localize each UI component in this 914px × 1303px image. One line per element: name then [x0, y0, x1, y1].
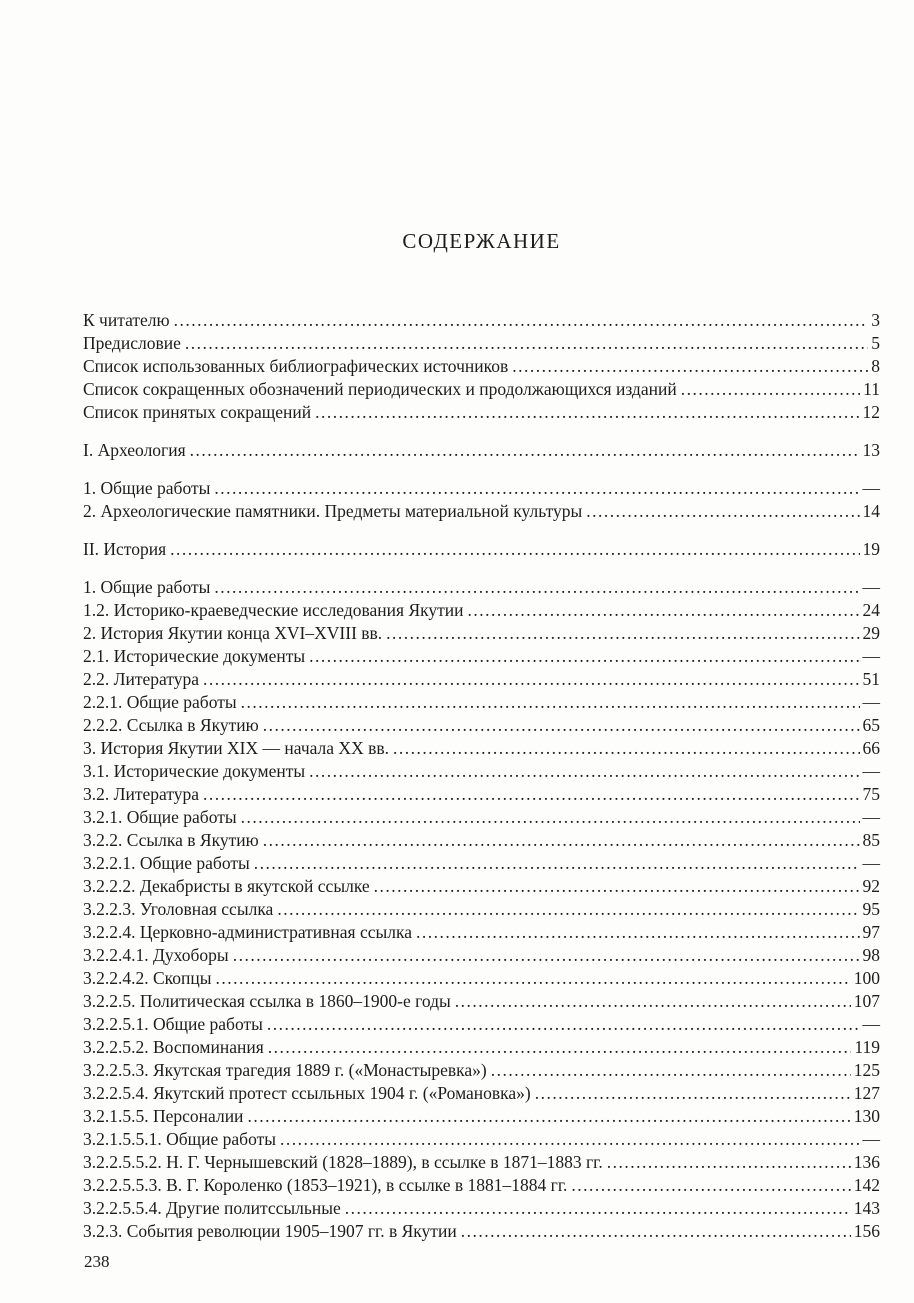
toc-entry [83, 852, 880, 875]
toc-entry-page: 12 [862, 402, 880, 422]
dot-leader [309, 645, 859, 668]
toc-entry [83, 921, 880, 944]
toc-entry-section-history [83, 538, 880, 561]
toc-entry-page: 85 [862, 830, 880, 850]
toc-entry-label: 3.2.2.2. Декабристы в якутской ссылке [83, 876, 370, 896]
dot-leader [455, 990, 851, 1013]
toc-entry-label: 3.2.1.5.5. Персоналии [83, 1106, 244, 1126]
toc-entry [83, 1105, 880, 1128]
dot-leader [263, 829, 860, 852]
toc-entry-label: Предисловие [83, 333, 181, 353]
toc-entry-label: 1.2. Историко-краеведческие исследования Якутии [83, 600, 464, 620]
toc-entry [83, 576, 880, 599]
dot-leader [241, 806, 860, 829]
toc-entry-label: 3.2.2.5.1. Общие работы [83, 1014, 263, 1034]
toc-entry-label: 3.2.3. События революции 1905–1907 гг. в Якутии [83, 1221, 457, 1241]
toc-entry [83, 477, 880, 500]
dot-leader [233, 944, 860, 967]
toc-entry [83, 967, 880, 990]
toc-entry-label: 3.2.1.5.5.1. Общие работы [83, 1129, 276, 1149]
dot-leader [393, 737, 860, 760]
toc-entry-page: — [862, 761, 880, 781]
dot-leader [491, 1059, 851, 1082]
toc-entry-label: 3.2.2.4. Церковно-административная ссылка [83, 922, 412, 942]
toc-entry-page: — [862, 1129, 880, 1149]
toc-entry-page: 11 [863, 379, 880, 399]
toc-entry [83, 1128, 880, 1151]
toc-entry [83, 1059, 880, 1082]
toc-entry-label: 3.2.2.5.2. Воспоминания [83, 1037, 264, 1057]
toc-entry-label: 3.2.2. Ссылка в Якутию [83, 830, 259, 850]
toc-entry-page: 13 [862, 440, 880, 460]
toc-entry-label: 3.2.2.5.5.2. Н. Г. Чернышевский (1828–1889), в ссылке в 1871–1883 гг. [83, 1152, 603, 1172]
toc-entry-label: 1. Общие работы [83, 577, 211, 597]
toc-entry-label: 3.2.2.5.5.4. Другие политссыльные [83, 1198, 341, 1218]
toc-entry-label: 3.2.1. Общие работы [83, 807, 237, 827]
dot-leader [170, 538, 859, 561]
toc-entry-page: 136 [853, 1152, 880, 1172]
dot-leader [216, 967, 851, 990]
toc-entry [83, 1220, 880, 1243]
toc-entry-page: 119 [854, 1037, 880, 1057]
toc-entry-label: 3.2.2.5.5.3. В. Г. Короленко (1853–1921), в ссылке в 1881–1884 гг. [83, 1175, 568, 1195]
toc-entry-label: 3.2.2.5.3. Якутская трагедия 1889 г. («Монастыревка») [83, 1060, 487, 1080]
dot-leader [214, 477, 859, 500]
toc-entry-label: Список сокращенных обозначений периодических и продолжающихся изданий [83, 379, 677, 399]
toc-entry [83, 1197, 880, 1220]
toc-entry-label: II. История [83, 539, 167, 559]
dot-leader [203, 668, 859, 691]
toc-entry-page: 142 [853, 1175, 880, 1195]
toc-entry-label: К читателю [83, 310, 170, 330]
dot-leader [190, 439, 860, 462]
toc-entry [83, 1151, 880, 1174]
toc-entry-page: 125 [853, 1060, 880, 1080]
dot-leader [586, 500, 859, 523]
toc-entry-label: 2. История Якутии конца XVI–XVIII вв. [83, 623, 383, 643]
toc-entry-page: 29 [862, 623, 880, 643]
toc-entry-page: 51 [862, 669, 880, 689]
toc-entry-page: — [862, 646, 880, 666]
dot-leader [254, 852, 860, 875]
toc-entry-page: 14 [862, 501, 880, 521]
dot-leader [571, 1174, 850, 1197]
toc-entry-page: 143 [853, 1198, 880, 1218]
toc-entry-label: 3.2.2.5.4. Якутский протест ссыльных 1904 г. («Романовка») [83, 1083, 531, 1103]
toc-entry [83, 668, 880, 691]
dot-leader [280, 1128, 860, 1151]
toc-entry-label: Список принятых сокращений [83, 402, 312, 422]
toc-entry-label: 3. История Якутии XIX — начала XX вв. [83, 738, 389, 758]
dot-leader [309, 760, 859, 783]
toc-entry [83, 1082, 880, 1105]
toc-entry [83, 898, 880, 921]
toc-entry-label: 2.2.1. Общие работы [83, 692, 237, 712]
toc-entry-page: 19 [862, 539, 880, 559]
dot-leader [247, 1105, 850, 1128]
toc-entry-page: — [862, 577, 880, 597]
toc-entry-label: 3.1. Исторические документы [83, 761, 306, 781]
toc-entry-page: 8 [871, 356, 880, 376]
toc-entry-page: 24 [862, 600, 880, 620]
toc-entry [83, 691, 880, 714]
dot-leader [468, 599, 860, 622]
toc-entry [83, 737, 880, 760]
folio-page-number: 238 [84, 1252, 110, 1271]
dot-leader [374, 875, 860, 898]
toc-entry [83, 783, 880, 806]
dot-leader [214, 576, 859, 599]
toc-entry [83, 806, 880, 829]
toc-entry-page: — [862, 807, 880, 827]
page-title: СОДЕРЖАНИЕ [402, 229, 561, 253]
toc-entry-page: 66 [862, 738, 880, 758]
toc-entry [83, 1013, 880, 1036]
toc-entry-page: 92 [862, 876, 880, 896]
toc-entry-label: 2.2. Литература [83, 669, 200, 689]
dot-leader [681, 378, 860, 401]
dot-leader [267, 1013, 860, 1036]
page-content [83, 0, 880, 1243]
toc-entry [83, 309, 880, 332]
toc-entry [83, 500, 880, 523]
toc-entry [83, 829, 880, 852]
dot-leader [386, 622, 859, 645]
toc-entry [83, 401, 880, 424]
toc-entry-label: Список использованных библиографических источников [83, 356, 509, 376]
toc-entry [83, 1174, 880, 1197]
toc-entry-label: 3.2. Литература [83, 784, 200, 804]
toc-entry-label: 3.2.2.4.1. Духоборы [83, 945, 229, 965]
toc-entry [83, 645, 880, 668]
toc-entry-label: 2.2.2. Ссылка в Якутию [83, 715, 259, 735]
toc-entry-label: 3.2.2.4.2. Скопцы [83, 968, 212, 988]
dot-leader [607, 1151, 851, 1174]
dot-leader [512, 355, 868, 378]
dot-leader [185, 332, 868, 355]
toc-entry-page: 65 [862, 715, 880, 735]
dot-leader [461, 1220, 851, 1243]
toc-entry [83, 944, 880, 967]
dot-leader [263, 714, 860, 737]
dot-leader [241, 691, 860, 714]
dot-leader [416, 921, 860, 944]
toc-entry-page: 3 [871, 310, 880, 330]
toc-entry-label: 3.2.2.1. Общие работы [83, 853, 250, 873]
toc-entry [83, 378, 880, 401]
dot-leader [535, 1082, 851, 1105]
toc-entry [83, 714, 880, 737]
toc-entry-label: 3.2.2.3. Уголовная ссылка [83, 899, 274, 919]
toc-entry-label: I. Археология [83, 440, 186, 460]
toc-entry [83, 599, 880, 622]
table-of-contents [83, 309, 880, 1243]
dot-leader [174, 309, 869, 332]
toc-entry [83, 990, 880, 1013]
toc-entry-page: 127 [853, 1083, 880, 1103]
dot-leader [268, 1036, 852, 1059]
dot-leader [345, 1197, 851, 1220]
toc-entry-page: 95 [862, 899, 880, 919]
toc-entry-page: 156 [853, 1221, 880, 1241]
toc-entry-section-archeology [83, 439, 880, 462]
toc-entry-label: 2.1. Исторические документы [83, 646, 306, 666]
toc-entry-page: 100 [853, 968, 880, 988]
toc-entry-page: 130 [853, 1106, 880, 1126]
dot-leader [315, 401, 859, 424]
toc-entry-page: 98 [862, 945, 880, 965]
toc-entry-label: 3.2.2.5. Политическая ссылка в 1860–1900-е годы [83, 991, 451, 1011]
toc-entry-page: 107 [853, 991, 880, 1011]
toc-entry-label: 1. Общие работы [83, 478, 211, 498]
toc-entry [83, 622, 880, 645]
toc-entry [83, 1036, 880, 1059]
dot-leader [203, 783, 859, 806]
toc-entry-label: 2. Археологические памятники. Предметы материальной культуры [83, 501, 583, 521]
toc-entry [83, 760, 880, 783]
toc-entry-page: — [862, 853, 880, 873]
toc-entry-page: — [862, 478, 880, 498]
toc-entry-page: 75 [862, 784, 880, 804]
toc-entry [83, 332, 880, 355]
dot-leader [277, 898, 859, 921]
toc-entry-page: — [862, 1014, 880, 1034]
toc-entry-page: 5 [871, 333, 880, 353]
toc-entry [83, 355, 880, 378]
toc-entry [83, 875, 880, 898]
toc-entry-page: 97 [862, 922, 880, 942]
toc-entry-page: — [862, 692, 880, 712]
